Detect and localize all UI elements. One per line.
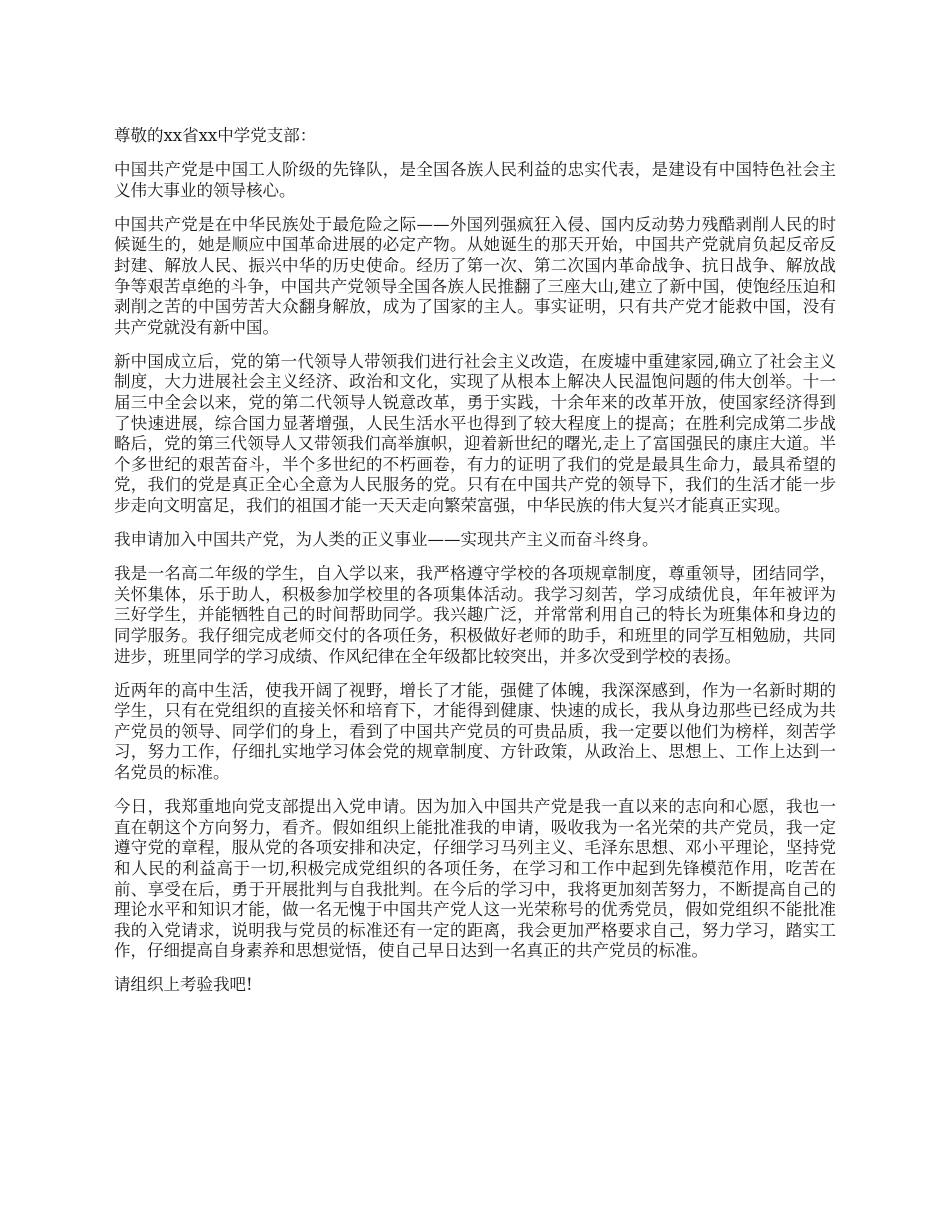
- paragraph-7: 今日，我郑重地向党支部提出入党申请。因为加入中国共产党是我一直以来的志向和心愿，我也一直在朝这个方向努力，看齐。假如组织上能批准我的申请，吸收我为一名光荣的共产党员，我一定遵守党的章程，服从党的各项安排和决定，仔细学习马列主义、毛泽东思想、邓小平理论，坚持党和人民的利益高于一切,积极完成党组织的各项任务，在学习和工作中起到先锋模范作用，吃苦在前、享受在后，勇于开展批判与自我批判。在今后的学习中，我将更加刻苦努力，不断提高自己的理论水平和知识才能，做一名无愧于中国共产党人这一光荣称号的优秀党员，假如党组织不能批准我的入党请求，说明我与党员的标准还有一定的距离，我会更加严格要求自己，努力学习，踏实工作，仔细提高自身素养和思想觉悟，使自己早日达到一名真正的共产党员的标准。: [114, 797, 836, 961]
- letter-body: [114, 126, 836, 1009]
- salutation: 尊敬的xx省xx中学党支部：: [114, 126, 317, 145]
- paragraph-3: 新中国成立后，党的第一代领导人带领我们进行社会主义改造，在废墟中重建家园,确立了社会主义制度，大力进展社会主义经济、政治和文化，实现了从根本上解决人民温饱问题的伟大创举。十一届三中全会以来，党的第二代领导人锐意改革，勇于实践，十余年来的改革开放，使国家经济得到了快速进展，综合国力显著增强，人民生活水平也得到了较大程度上的提高；在胜利完成第二步战略后，党的第三代领导人又带领我们高举旗帜，迎着新世纪的曙光,走上了富国强民的康庄大道。半个多世纪的艰苦奋斗，半个多世纪的不朽画卷，有力的证明了我们的党是最具生命力，最具希望的党，我们的党是真正全心全意为人民服务的党。只有在中国共产党的领导下，我们的生活才能一步步走向文明富足，我们的祖国才能一天天走向繁荣富强，中华民族的伟大复兴才能真正实现。: [114, 351, 836, 515]
- closing: 请组织上考验我吧!: [114, 975, 253, 995]
- paragraph-1: 中国共产党是中国工人阶级的先锋队，是全国各族人民利益的忠实代表，是建设有中国特色社会主义伟大事业的领导核心。: [114, 160, 836, 200]
- paragraph-4: 我申请加入中国共产党，为人类的正义事业——实现共产主义而奋斗终身。: [114, 530, 659, 550]
- paragraph-6: 近两年的高中生活，使我开阔了视野，增长了才能，强健了体魄，我深深感到，作为一名新时期的学生，只有在党组织的直接关怀和培育下，才能得到健康、快速的成长，我从身边那些已经成为共产党员的领导、同学们的身上，看到了中国共产党员的可贵品质，我一定要以他们为榜样，刻苦学习，努力工作，仔细扎实地学习体会党的规章制度、方针政策，从政治上、思想上、工作上达到一名党员的标准。: [114, 680, 836, 783]
- paragraph-5: 我是一名高二年级的学生，自入学以来，我严格遵守学校的各项规章制度，尊重领导，团结同学，关怀集体，乐于助人，积极参加学校里的各项集体活动。我学习刻苦，学习成绩优良，年年被评为三好学生，并能牺牲自己的时间帮助同学。我兴趣广泛，并常常利用自己的特长为班集体和身边的同学服务。我仔细完成老师交付的各项任务，积极做好老师的助手，和班里的同学互相勉励，共同进步，班里同学的学习成绩、作风纪律在全年级都比较突出，并多次受到学校的表扬。: [114, 564, 836, 666]
- paragraph-2: 中国共产党是在中华民族处于最危险之际——外国列强疯狂入侵、国内反动势力残酷剥削人民的时候诞生的，她是顺应中国革命进展的必定产物。从她诞生的那天开始，中国共产党就肩负起反帝反封建、解放人民、振兴中华的历史使命。经历了第一次、第二次国内革命战争、抗日战争、解放战争等艰苦卓绝的斗争，中国共产党领导全国各族人民推翻了三座大山,建立了新中国，使饱经压迫和剥削之苦的中国劳苦大众翻身解放，成为了国家的主人。事实证明，只有共产党才能救中国，没有共产党就没有新中国。: [114, 214, 836, 337]
